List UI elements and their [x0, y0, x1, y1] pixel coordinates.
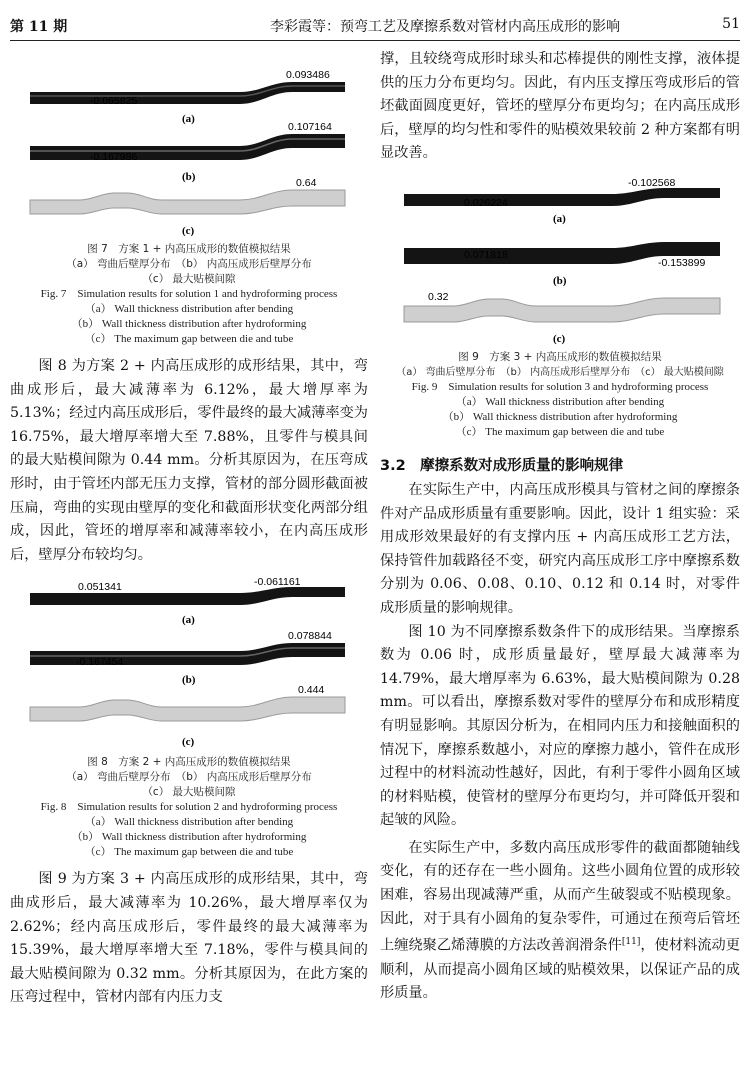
figure-9-graphic	[380, 176, 740, 346]
fig9-b-min: 0.071818	[464, 248, 508, 261]
fig9-label-b: (b)	[553, 274, 567, 287]
fig9-tube-c	[404, 298, 720, 322]
fig8-caption-cn-ab: （a） 弯曲后壁厚分布 （b） 内高压成形后壁厚分布	[66, 771, 312, 784]
section-heading-3-2: 3.2 摩擦系数对成形质量的影响规律	[380, 457, 624, 474]
fig8-a-min: 0.051341	[78, 581, 122, 594]
paragraph-3-2-experiment: 在实际生产中，内高压成形模具与管材之间的摩擦条件对产品成形质量有重要影响。因此，设计 1 组实验：采用成形效果最好的有支撑内压 + 内高压成形工艺方法，保持管件加载路径不变，研究内高压成形工序中摩擦系数分别为 0.06、0.08、0.10、0.12 和 0.14 时，对零件成形质量的影响规律。	[380, 481, 740, 616]
fig9-caption-cn-abc: （a） 弯曲后壁厚分布 （b） 内高压成形后壁厚分布 （c） 最大贴模间隙	[396, 366, 724, 378]
fig9-caption-cn-title: 图 9 方案 3 + 内高压成形的数值模拟结果	[458, 350, 662, 363]
paragraph-3-2-practice-tail: ，使材料流动更顺利，从而提高小圆角区域的贴模效果，以保证产品的成形质量。	[380, 937, 740, 1002]
fig8-tube-c	[30, 697, 345, 721]
running-title: 李彩霞等：预弯工艺及摩擦系数对管材内高压成形的影响	[270, 19, 620, 35]
fig9-a-min: 0.026224	[464, 196, 508, 209]
fig9-caption-en-b: （b） Wall thickness distribution after hydroforming	[442, 410, 678, 423]
fig8-caption-cn-title: 图 8 方案 2 + 内高压成形的数值模拟结果	[87, 756, 291, 769]
fig7-a-min: -0.065825	[90, 95, 138, 107]
fig7-label-a: (a)	[182, 113, 195, 125]
paragraph-3-2-results: 图 10 为不同摩擦系数条件下的成形结果。当摩擦系数为 0.06 时，成形质量最好，壁厚最大减薄率为 14.79%，最大增厚率为 6.63%，最大贴模间隙为 0.28 mm。可以看出，摩擦系数对零件的壁厚分布和成形精度有明显影响。其原因分析为，在相同内压力和接触面积的情况下，摩擦系数越小，对应的摩擦力越小，管件在成形过程中的材料流动性越好，因此，有利于零件小圆角区域的材料贴模，使管材的壁厚分布更均匀，并可降低开裂和起皱的风险。	[380, 623, 740, 829]
paragraph-3-2-practice	[380, 837, 740, 1006]
fig9-label-c: (c)	[553, 332, 566, 345]
fig8-label-c: (c)	[182, 736, 195, 749]
fig9-a-max: -0.102568	[628, 176, 676, 189]
figure-7	[10, 48, 368, 347]
fig7-b-min: -0.167986	[90, 151, 138, 163]
left-column	[10, 48, 368, 1010]
fig7-tube-b	[30, 134, 345, 160]
figure-7-graphic	[10, 48, 368, 236]
fig9-caption-en-a: （a） Wall thickness distribution after bending	[455, 395, 665, 408]
fig8-b-max: 0.078844	[288, 630, 332, 643]
citation-ref-11: [11]	[621, 937, 641, 948]
fig8-caption-cn-c: （c） 最大贴模间隙	[142, 786, 236, 799]
fig8-b-min: -0.167454	[76, 656, 124, 669]
fig9-caption-en-c: （c） The maximum gap between die and tube	[455, 425, 665, 438]
fig7-label-c: (c)	[182, 225, 195, 236]
paragraph-3-2-practice-text: 在实际生产中，多数内高压成形零件的截面都随轴线变化，有的还存在一些小圆角。这些小圆角位置的成形较困难，容易出现减薄严重，从而产生破裂或不贴模现象。因此，对于具有小圆角的复杂零件，可通过在预弯后管坯上缠绕聚乙烯薄膜的方法改善润滑条件	[380, 839, 740, 954]
fig8-a-max: -0.061161	[254, 576, 301, 589]
fig7-caption-en-b: （b） Wall thickness distribution after hydroforming	[71, 318, 307, 330]
fig8-label-a: (a)	[182, 614, 195, 627]
fig7-caption-cn-ab: （a） 弯曲后壁厚分布 （b） 内高压成形后壁厚分布	[66, 258, 312, 270]
fig9-b-max: -0.153899	[658, 256, 706, 269]
fig7-caption-cn-title: 图 7 方案 1 + 内高压成形的数值模拟结果	[87, 243, 291, 255]
fig8-caption-en-c: （c） The maximum gap between die and tube	[84, 846, 294, 859]
right-column	[380, 48, 740, 1006]
figure-8-graphic	[10, 573, 368, 751]
fig8-caption-en-a: （a） Wall thickness distribution after bending	[84, 816, 294, 829]
fig7-b-max: 0.107164	[288, 121, 332, 133]
paragraph-fig8-analysis: 图 8 为方案 2 + 内高压成形的成形结果，其中，弯曲成形后，最大减薄率为 6.12%，最大增厚率为 5.13%；经过内高压成形后，零件最终的最大减薄率变为 16.75%，最大增厚率增大至 7.88%，且零件与模具间的最大贴模间隙为 0.44 mm。分析其原因为，在压弯成形时，由于管坯内部无压力支撑，管材的部分圆形截面被压扁，弯曲的实现由壁厚的变化和截面形状变化两部分组成，因此，管坯的增厚率和减薄率较小，在内高压成形后，壁厚分布较均匀。	[10, 358, 368, 563]
fig9-c-gap: 0.32	[428, 290, 449, 303]
fig8-c-gap: 0.444	[298, 684, 325, 697]
issue-number: 第 11 期	[10, 19, 68, 35]
fig9-caption-en-title: Fig. 9 Simulation results for solution 3 and hydroforming process	[411, 380, 709, 393]
fig9-tube-a	[404, 188, 720, 206]
fig7-caption-en-a: （a） Wall thickness distribution after bending	[84, 303, 294, 315]
fig7-tube-c	[30, 190, 345, 214]
paragraph-fig9-continued: 撑，且较绕弯成形时球头和芯棒提供的刚性支撑，液体提供的压力分布更均匀。因此，有内压支撑压弯成形后的管坯截面圆度更好，管坯的壁厚分布更均匀；在内高压成形后，壁厚的均匀性和零件的贴模效果较前 2 种方案都有明显改善。	[380, 51, 740, 162]
fig7-caption-cn-c: （c） 最大贴模间隙	[142, 273, 236, 285]
fig8-label-b: (b)	[182, 674, 196, 687]
fig7-c-gap: 0.64	[296, 177, 317, 189]
fig7-label-b: (b)	[182, 171, 196, 183]
fig8-caption-en-b: （b） Wall thickness distribution after hydroforming	[71, 831, 307, 844]
page-header	[10, 10, 740, 41]
fig7-caption-en-title: Fig. 7 Simulation results for solution 1 and hydroforming process	[40, 288, 338, 300]
paragraph-fig9-analysis: 图 9 为方案 3 + 内高压成形的成形结果，其中，弯曲成形后，最大减薄率为 10.26%，最大增厚率仅为 2.62%；经内高压成形后，零件最终的最大减薄率为 15.39%，最大增厚率增大至 7.18%，零件与模具间的最大贴模间隙为 0.32 mm。分析其原因为，在此方案的压弯过程中，管材内部有内压力支	[10, 871, 368, 1006]
fig7-caption-en-c: （c） The maximum gap between die and tube	[84, 333, 294, 345]
fig7-a-max: 0.093486	[286, 69, 330, 81]
figure-8	[10, 573, 368, 860]
figure-9	[380, 176, 740, 440]
fig8-caption-en-title: Fig. 8 Simulation results for solution 2 and hydroforming process	[40, 801, 338, 814]
fig9-label-a: (a)	[553, 212, 566, 225]
page-number: 51	[722, 16, 740, 32]
